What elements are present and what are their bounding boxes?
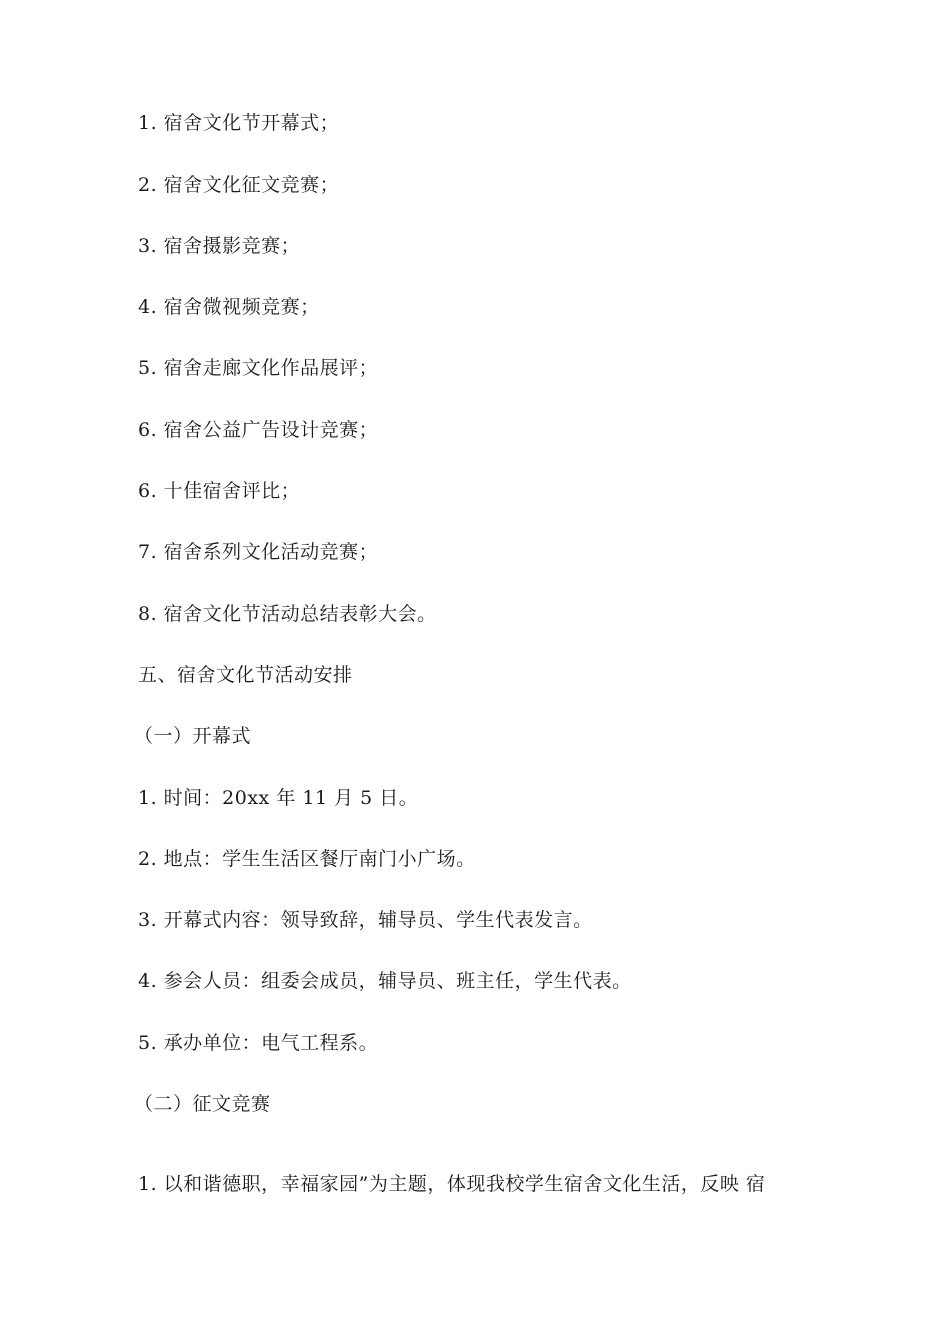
section-heading-activity-schedule: 五、宿舍文化节活动安排 (138, 664, 353, 686)
detail-time: 1. 时间：20xx 年 11 月 5 日。 (138, 787, 419, 809)
list-item-micro-video-contest: 4. 宿舍微视频竞赛； (138, 296, 320, 318)
subsection-heading-opening: （一）开幕式 (134, 725, 252, 747)
list-item-photo-contest: 3. 宿舍摄影竞赛； (138, 235, 301, 257)
detail-organizer: 5. 承办单位：电气工程系。 (138, 1032, 379, 1054)
list-item-corridor-exhibition: 5. 宿舍走廊文化作品展评； (138, 357, 379, 379)
essay-theme-paragraph: 1. 以和谐德职，幸福家园”为主题，体现我校学生宿舍文化生活，反映 宿 (138, 1173, 766, 1195)
list-item-series-activities: 7. 宿舍系列文化活动竞赛； (138, 541, 379, 563)
detail-attendees: 4. 参会人员：组委会成员，辅导员、班主任，学生代表。 (138, 970, 632, 992)
list-item-top-ten-dorms: 6. 十佳宿舍评比； (138, 480, 301, 502)
detail-location: 2. 地点：学生生活区餐厅南门小广场。 (138, 848, 476, 870)
list-item-closing-summary: 8. 宿舍文化节活动总结表彰大会。 (138, 603, 437, 625)
list-item-opening-ceremony: 1. 宿舍文化节开幕式； (138, 112, 340, 134)
list-item-essay-contest: 2. 宿舍文化征文竞赛； (138, 174, 340, 196)
list-item-ad-design-contest: 6. 宿舍公益广告设计竞赛； (138, 419, 379, 441)
subsection-heading-essay: （二）征文竞赛 (134, 1093, 271, 1115)
detail-content: 3. 开幕式内容：领导致辞，辅导员、学生代表发言。 (138, 909, 593, 931)
